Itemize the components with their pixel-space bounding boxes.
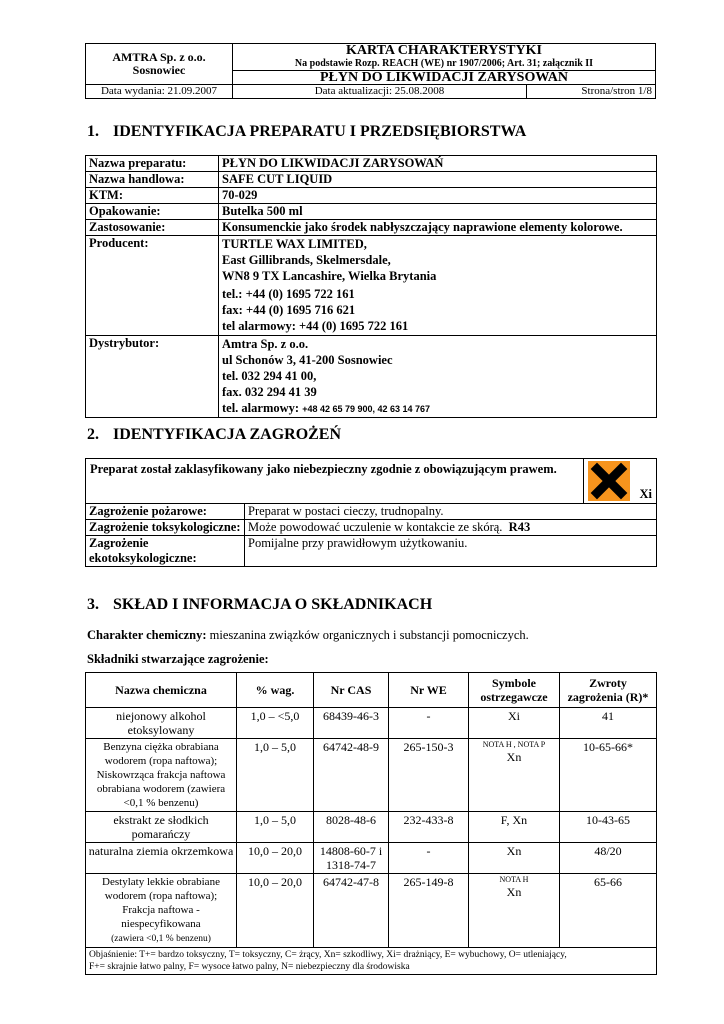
section-1-title: IDENTYFIKACJA PREPARATU I PRZEDSIĘBIORSTWA (113, 123, 527, 140)
cell-name: ekstrakt ze słodkich pomarańczy (86, 812, 237, 843)
row-value: 70-029 (219, 188, 657, 204)
nota: NOTA H , NOTA P (482, 740, 546, 749)
explanation-line: F+= skrajnie łatwo palny, F= wysoce łatwo palny, N= niebezpieczny dla środowiska (89, 962, 410, 972)
cell-name (86, 874, 237, 948)
components-table (85, 672, 657, 975)
company-name: AMTRA Sp. z o.o. (112, 50, 206, 64)
section-2-title: IDENTYFIKACJA ZAGROŻEŃ (113, 426, 342, 443)
row-key: KTM: (86, 188, 219, 204)
hazard-value: Preparat w postaci cieczy, trudnopalny. (245, 504, 657, 520)
cell-we: 265-149-8 (389, 874, 469, 948)
cell-we: - (389, 708, 469, 739)
section-1-number: 1. (87, 123, 99, 140)
alarm-numbers: +48 42 65 79 900, 42 63 14 767 (302, 404, 431, 414)
col-header: Nr CAS (314, 673, 389, 708)
distributor-line: Amtra Sp. z o.o. (222, 337, 309, 351)
table-row (86, 874, 657, 948)
identification-table (85, 155, 657, 418)
doc-title: KARTA CHARAKTERYSTYKI (346, 43, 542, 58)
table-row (86, 536, 657, 567)
hazardous-components-label: Składniki stwarzające zagrożenie: (87, 652, 269, 666)
section-1-heading (87, 123, 526, 141)
chem-label: Charakter chemiczny: (87, 628, 207, 642)
cell-cas: 64742-48-9 (314, 739, 389, 812)
table-row (86, 739, 657, 812)
cell-cas: 14808-60-7 i 1318-74-7 (314, 843, 389, 874)
update-date: Data aktualizacji: 25.08.2008 (233, 85, 527, 99)
col-header: Symbole ostrzegawcze (469, 673, 560, 708)
header-product: PŁYN DO LIKWIDACJI ZARYSOWAŃ (233, 71, 656, 85)
producer-phone: tel.: +44 (0) 1695 722 161 (222, 287, 355, 301)
cell-we: - (389, 843, 469, 874)
cell-cas: 64742-47-8 (314, 874, 389, 948)
cell-name: niejonowy alkohol etoksylowany (86, 708, 237, 739)
hazard-value: Pomijalne przy prawidłowym użytkowaniu. (245, 536, 657, 567)
symbol-code: Xi (639, 487, 652, 501)
section-3-title: SKŁAD I INFORMACJA O SKŁADNIKACH (113, 596, 433, 613)
chemical-character (87, 628, 529, 643)
chem-value: mieszanina związków organicznych i substancji pomocniczych. (206, 628, 529, 642)
issue-date: Data wydania: 21.09.2007 (86, 85, 233, 99)
row-key: Opakowanie: (86, 204, 219, 220)
producer-row (86, 236, 657, 336)
cell-symbol (469, 739, 560, 812)
producer-value (219, 236, 657, 336)
symbol: Xn (506, 750, 522, 764)
alarm-label: tel. alarmowy: (222, 401, 300, 415)
distributor-line: fax. 032 294 41 39 (222, 385, 317, 399)
cell-cas: 8028-48-6 (314, 812, 389, 843)
distributor-key: Dystrybutor: (86, 336, 219, 418)
cell-symbol: F, Xn (469, 812, 560, 843)
producer-alarm: tel alarmowy: +44 (0) 1695 722 161 (222, 319, 409, 333)
page-number: Strona/stron 1/8 (527, 85, 656, 99)
cell-r: 41 (560, 708, 657, 739)
cell-symbol: Xn (469, 843, 560, 874)
cell-we: 232-433-8 (389, 812, 469, 843)
table-row (86, 220, 657, 236)
hazard-cross-icon (588, 461, 630, 501)
cell-wt: 1,0 – <5,0 (237, 708, 314, 739)
company-cell (86, 44, 233, 85)
table-row (86, 172, 657, 188)
section-3-number: 3. (87, 596, 99, 613)
explanation-line: Objaśnienie: T+= bardzo toksyczny, T= toksyczny, C= żrący, Xn= szkodliwy, Xi= drażniący, E= wybuchowy, O= utleniający, (89, 950, 567, 960)
nota: NOTA H (499, 875, 529, 884)
producer-line: TURTLE WAX LIMITED, (222, 237, 367, 251)
distributor-row (86, 336, 657, 418)
distributor-line: ul Schonów 3, 41-200 Sosnowiec (222, 353, 393, 367)
row-value: PŁYN DO LIKWIDACJI ZARYSOWAŃ (219, 156, 657, 172)
document-header (85, 43, 656, 99)
col-header: % wag. (237, 673, 314, 708)
col-header: Nr WE (389, 673, 469, 708)
cell-symbol: Xi (469, 708, 560, 739)
producer-line: WN8 9 TX Lancashire, Wielka Brytania (222, 269, 437, 283)
hazard-value (245, 520, 657, 536)
cell-name: Benzyna ciężka obrabiana wodorem (ropa naftowa); Niskowrząca frakcja naftowa obrabiana wodorem (zawiera <0,1 % benzenu) (86, 739, 237, 812)
hazard-key: Zagrożenie toksykologiczne: (86, 520, 245, 536)
producer-fax: fax: +44 (0) 1695 716 621 (222, 303, 356, 317)
symbol: Xn (506, 885, 522, 899)
hazard-table (85, 458, 657, 567)
distributor-alarm (222, 400, 653, 417)
doc-basis: Na podstawie Rozp. REACH (WE) nr 1907/2006; Art. 31; załącznik II (294, 58, 594, 69)
section-2-number: 2. (87, 426, 99, 443)
cell-wt: 10,0 – 20,0 (237, 843, 314, 874)
name-text: Destylaty lekkie obrabiane wodorem (ropa naftowa); Frakcja naftowa - niespecyfikowana (102, 876, 220, 930)
cell-symbol (469, 874, 560, 948)
cell-we: 265-150-3 (389, 739, 469, 812)
row-key: Nazwa handlowa: (86, 172, 219, 188)
table-row (86, 812, 657, 843)
table-row (86, 156, 657, 172)
producer-key: Producent: (86, 236, 219, 336)
cell-r: 65-66 (560, 874, 657, 948)
row-value: Butelka 500 ml (219, 204, 657, 220)
company-city: Sosnowiec (132, 63, 186, 77)
distributor-line: tel. 032 294 41 00, (222, 369, 317, 383)
doc-title-cell (233, 44, 656, 71)
table-row (86, 520, 657, 536)
explanation (86, 948, 657, 975)
cell-name: naturalna ziemia okrzemkowa (86, 843, 237, 874)
cell-wt: 1,0 – 5,0 (237, 739, 314, 812)
table-row (86, 843, 657, 874)
cell-wt: 10,0 – 20,0 (237, 874, 314, 948)
col-header: Nazwa chemiczna (86, 673, 237, 708)
hazard-key: Zagrożenie ekotoksykologiczne: (86, 536, 245, 567)
cell-r: 10-43-65 (560, 812, 657, 843)
producer-line: East Gillibrands, Skelmersdale, (222, 253, 391, 267)
table-row (86, 708, 657, 739)
section-2-heading (87, 426, 341, 444)
row-key: Nazwa preparatu: (86, 156, 219, 172)
table-row (86, 204, 657, 220)
hazard-symbol-cell (584, 459, 657, 504)
distributor-value (219, 336, 657, 418)
cell-r: 10-65-66* (560, 739, 657, 812)
hazard-text: Może powodować uczulenie w kontakcie ze skórą. (248, 520, 503, 534)
cell-r: 48/20 (560, 843, 657, 874)
table-header-row (86, 673, 657, 708)
table-row (86, 188, 657, 204)
cell-cas: 68439-46-3 (314, 708, 389, 739)
col-header: Zwroty zagrożenia (R)* (560, 673, 657, 708)
cell-wt: 1,0 – 5,0 (237, 812, 314, 843)
table-row (86, 504, 657, 520)
section-3-heading (87, 596, 432, 614)
hazard-key: Zagrożenie pożarowe: (86, 504, 245, 520)
row-value: Konsumenckie jako środek nabłyszczający naprawione elementy kolorowe. (219, 220, 657, 236)
explanation-row (86, 948, 657, 975)
row-key: Zastosowanie: (86, 220, 219, 236)
row-value: SAFE CUT LIQUID (219, 172, 657, 188)
classification-statement: Preparat został zaklasyfikowany jako niebezpieczny zgodnie z obowiązującym prawem. (86, 459, 584, 504)
risk-code: R43 (508, 520, 531, 534)
name-note: (zawiera <0,1 % benzenu) (111, 934, 211, 944)
